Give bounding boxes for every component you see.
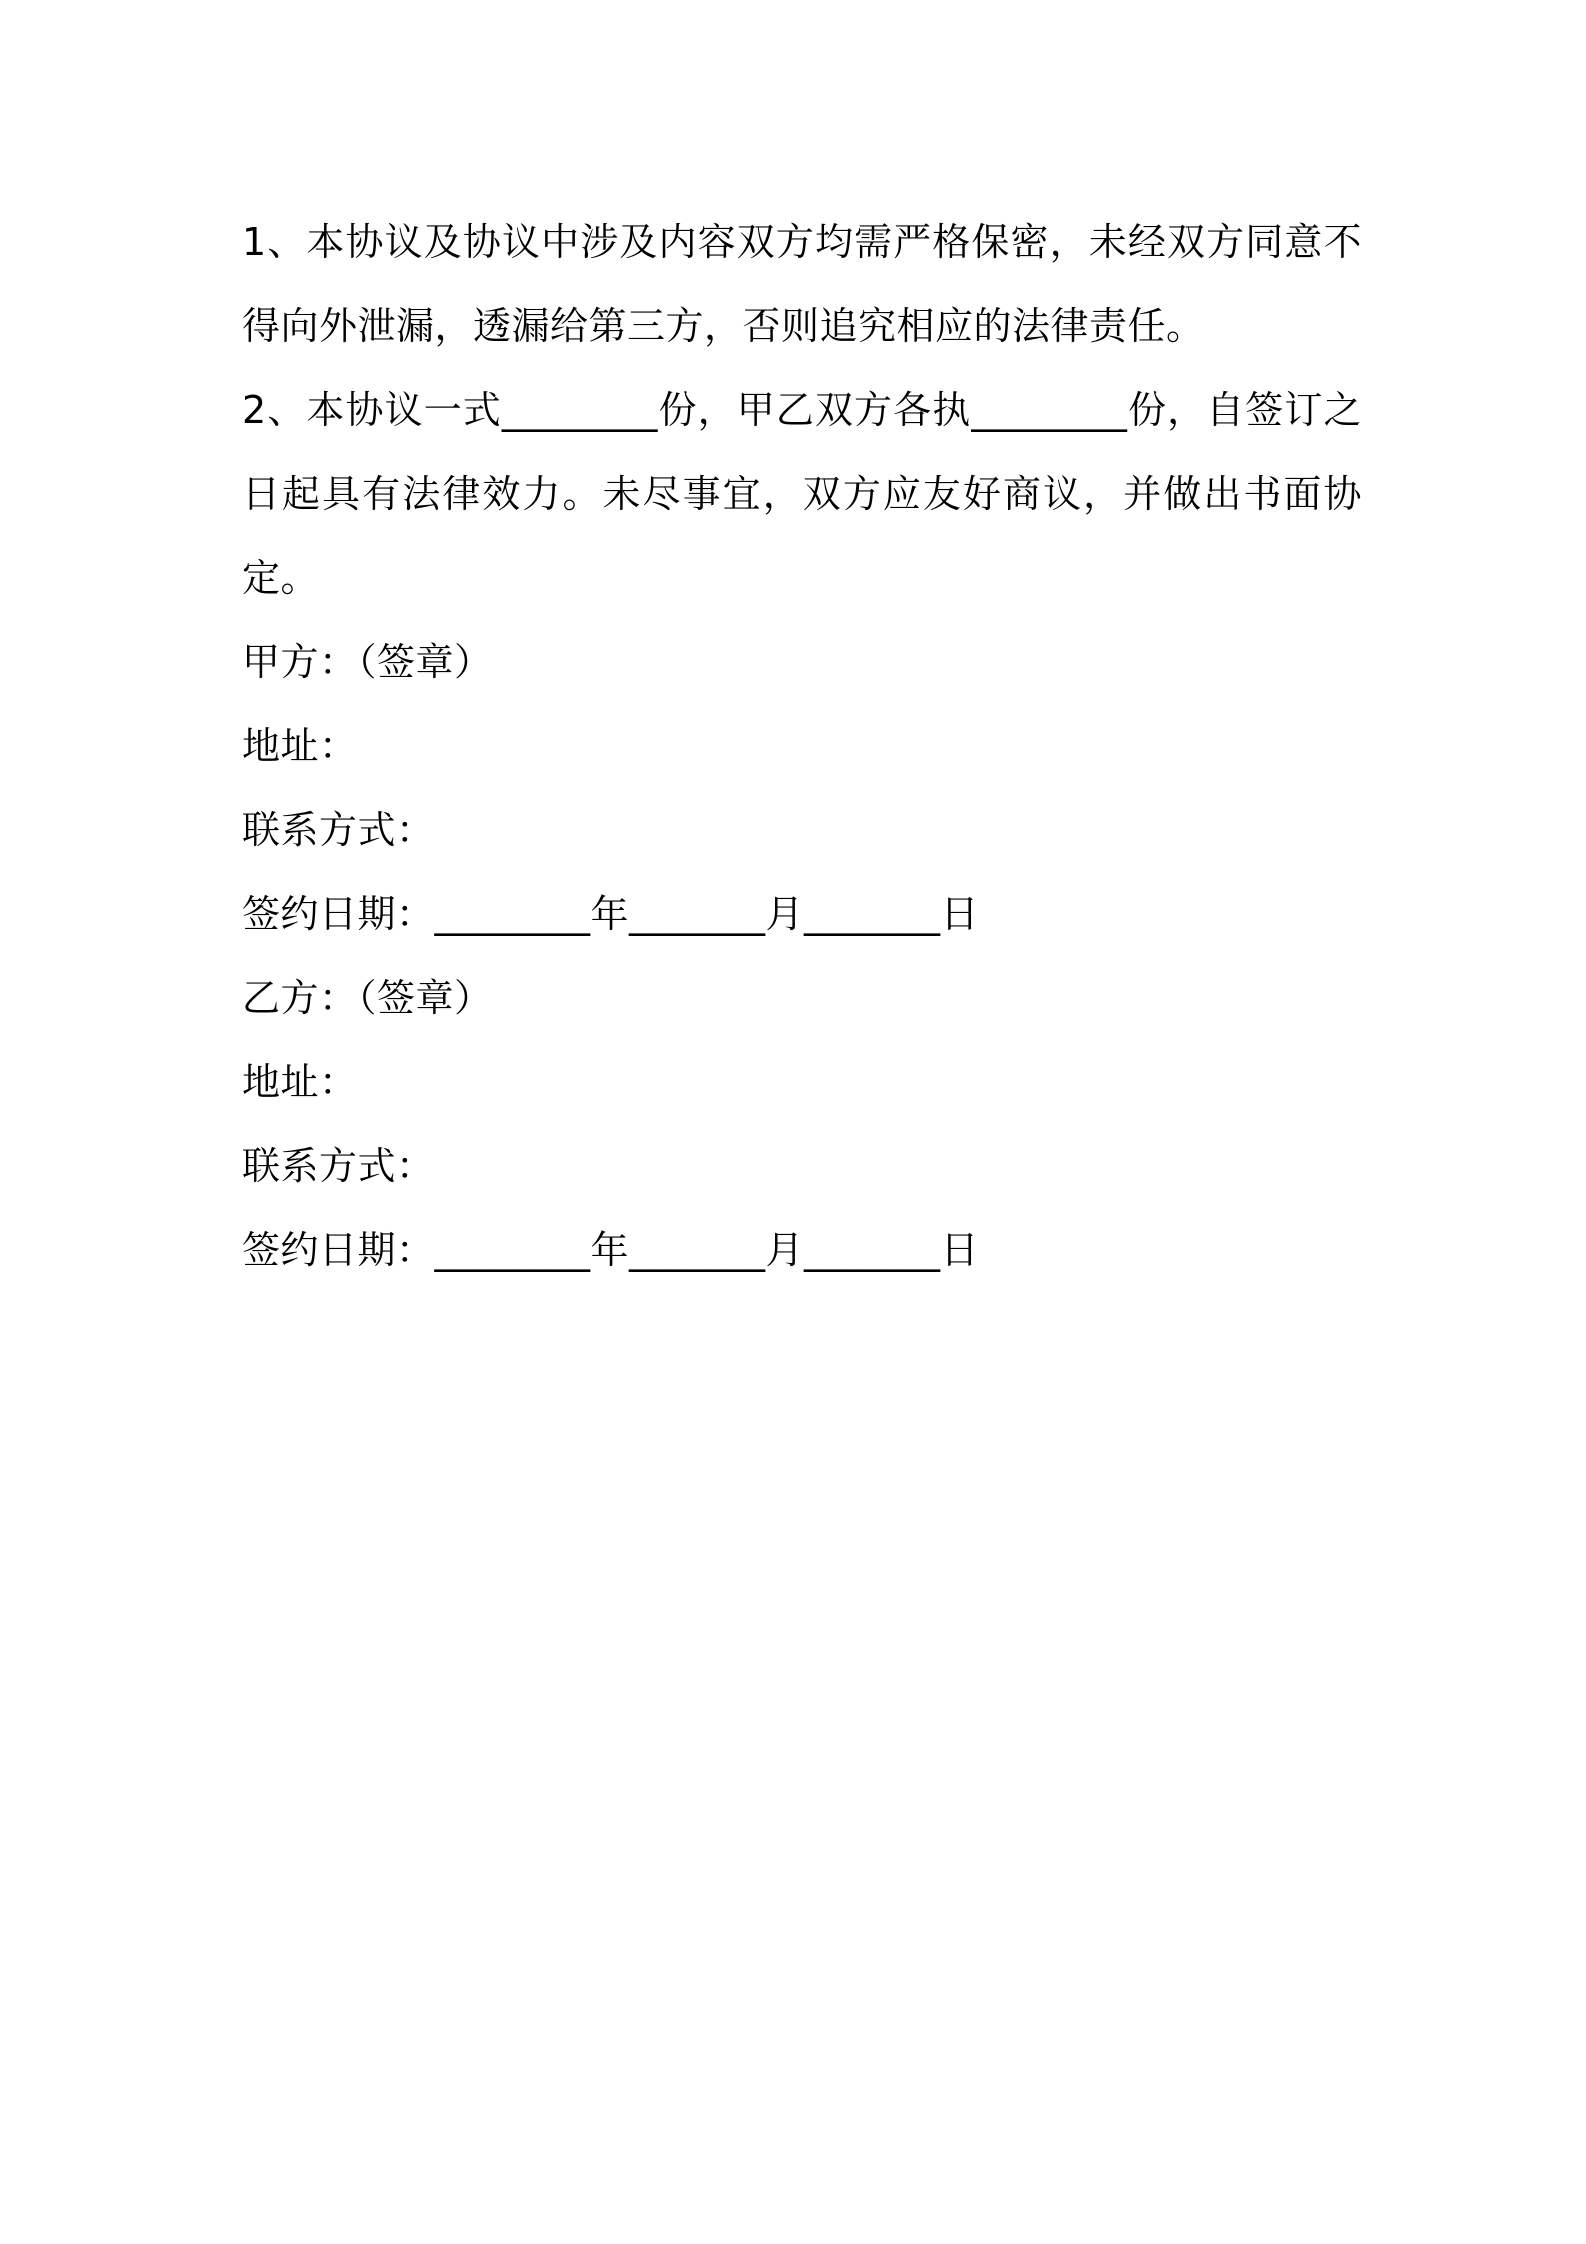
party-b-contact: 联系方式： [242, 1144, 435, 1188]
party-b-date: 签约日期：________年_______月_______日 [242, 1228, 980, 1272]
party-a-address: 地址： [242, 724, 358, 768]
party-b-block [242, 956, 1362, 1292]
party-a-contact: 联系方式： [242, 808, 435, 852]
document-body [242, 200, 1362, 1292]
clause-confidentiality: 1、本协议及协议中涉及内容双方均需严格保密，未经双方同意不得向外泄漏，透漏给第三方，否则追究相应的法律责任。 [242, 220, 1362, 348]
party-a-date: 签约日期：________年_______月_______日 [242, 892, 980, 936]
party-a-block [242, 620, 1362, 956]
party-b-address: 地址： [242, 1060, 358, 1104]
party-b-signature: 乙方：（签章） [242, 976, 493, 1020]
party-a-signature: 甲方：（签章） [242, 640, 493, 684]
clause-copies: 2、本协议一式________份，甲乙双方各执________份，自签订之日起具有法律效力。未尽事宜，双方应友好商议，并做出书面协定。 [242, 388, 1362, 600]
